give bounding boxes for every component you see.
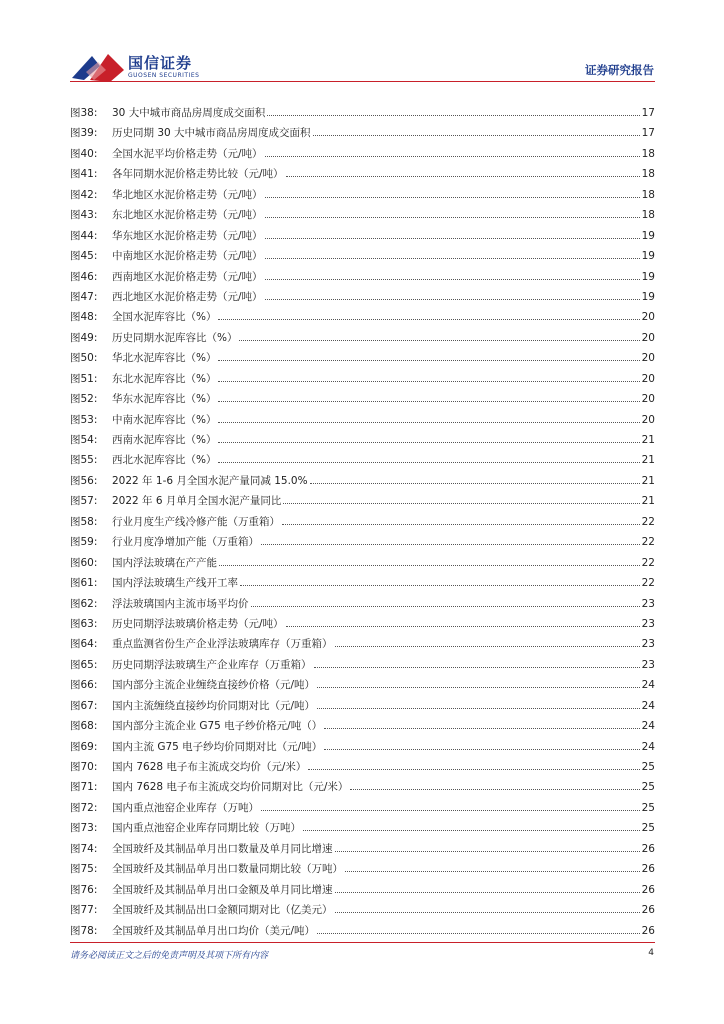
figure-title: 浮法玻璃国内主流市场平均价 [112, 597, 249, 610]
toc-row[interactable] [70, 369, 655, 389]
footer-divider [70, 942, 655, 943]
toc-row[interactable] [70, 777, 655, 797]
dot-leader [335, 912, 640, 913]
toc-row[interactable] [70, 328, 655, 348]
figure-list [70, 103, 655, 941]
toc-row[interactable] [70, 164, 655, 184]
figure-number: 图54: [70, 434, 98, 446]
figure-number: 图38: [70, 107, 98, 119]
dot-leader [218, 462, 639, 463]
toc-row[interactable] [70, 737, 655, 757]
figure-title: 30 大中城市商品房周度成交面积 [112, 107, 266, 119]
figure-title: 国内浮法玻璃生产线开工率 [112, 577, 238, 590]
figure-title: 华北地区水泥价格走势（元/吨） [112, 188, 263, 201]
page-number: 25 [641, 822, 655, 835]
dot-leader [265, 217, 640, 218]
figure-title: 重点监测省份生产企业浮法玻璃库存（万重箱） [112, 638, 333, 651]
page-number: 20 [641, 331, 655, 344]
page-number: 20 [641, 311, 655, 324]
toc-row[interactable] [70, 675, 655, 695]
figure-title: 全国水泥库容比（%） [112, 311, 217, 324]
page-number: 20 [641, 393, 655, 406]
figure-title: 中南地区水泥价格走势（元/吨） [112, 250, 263, 263]
page-number: 21 [641, 434, 655, 446]
figure-title: 全国玻纤及其制品单月出口数量及单月同比增速 [112, 842, 333, 855]
dot-leader [314, 667, 640, 668]
page-number: 21 [641, 454, 655, 467]
figure-number: 图56: [70, 474, 98, 487]
page-number: 26 [641, 883, 655, 896]
toc-row[interactable] [70, 410, 655, 430]
dot-leader [308, 769, 639, 770]
figure-title: 全国水泥平均价格走势（元/吨） [112, 147, 263, 160]
dot-leader [283, 503, 639, 504]
page-number: 19 [641, 290, 655, 303]
page-number: 22 [641, 536, 655, 549]
figure-number: 图64: [70, 638, 98, 651]
figure-title: 全国玻纤及其制品单月出口金额及单月同比增速 [112, 883, 333, 896]
figure-title: 历史同期浮法玻璃生产企业库存（万重箱） [112, 658, 312, 671]
figure-title: 国内重点池窑企业库存同期比较（万吨） [112, 822, 301, 835]
figure-number: 图67: [70, 699, 98, 712]
toc-row[interactable] [70, 287, 655, 307]
dot-leader [218, 442, 639, 443]
page-number: 25 [641, 761, 655, 773]
page-number: 25 [641, 781, 655, 794]
page-number: 21 [641, 474, 655, 487]
dot-leader [265, 156, 640, 157]
toc-row[interactable] [70, 246, 655, 266]
toc-row[interactable] [70, 144, 655, 164]
toc-row[interactable] [70, 205, 655, 225]
figure-title: 西南水泥库容比（%） [112, 434, 217, 446]
dot-leader [350, 789, 639, 790]
toc-row[interactable] [70, 818, 655, 838]
figure-title: 全国玻纤及其制品出口金额同期对比（亿美元） [112, 904, 333, 917]
page-number: 26 [641, 863, 655, 876]
toc-row[interactable] [70, 573, 655, 593]
toc-row[interactable] [70, 307, 655, 327]
toc-row[interactable] [70, 226, 655, 246]
page-number: 18 [641, 168, 655, 181]
toc-row[interactable] [70, 389, 655, 409]
toc-row[interactable] [70, 614, 655, 634]
figure-number: 图71: [70, 781, 98, 794]
logo-english-name: GUOSEN SECURITIES [128, 72, 200, 79]
page-number: 26 [641, 842, 655, 855]
toc-row[interactable] [70, 859, 655, 879]
figure-number: 图57: [70, 495, 98, 508]
figure-title: 国内重点池窑企业库存（万吨） [112, 801, 259, 814]
figure-title: 华东水泥库容比（%） [112, 393, 217, 406]
toc-row[interactable] [70, 512, 655, 532]
page-number: 21 [641, 495, 655, 508]
toc-row[interactable] [70, 491, 655, 511]
toc-row[interactable] [70, 921, 655, 941]
dot-leader [335, 851, 640, 852]
figure-number: 图51: [70, 372, 98, 385]
toc-row[interactable] [70, 594, 655, 614]
page-number: 19 [641, 250, 655, 263]
figure-title: 国内 7628 电子布主流成交均价（元/米） [112, 761, 307, 773]
page-number: 24 [641, 740, 655, 753]
toc-row[interactable] [70, 757, 655, 777]
page-number: 17 [641, 107, 655, 119]
figure-title: 全国玻纤及其制品单月出口数量同期比较（万吨） [112, 863, 343, 876]
figure-title: 各年同期水泥价格走势比较（元/吨） [112, 168, 284, 181]
figure-number: 图58: [70, 515, 98, 528]
page-number: 20 [641, 413, 655, 426]
figure-title: 华东地区水泥价格走势（元/吨） [112, 229, 263, 242]
dot-leader [261, 810, 640, 811]
figure-number: 图49: [70, 331, 98, 344]
toc-row[interactable] [70, 655, 655, 675]
page-number: 26 [641, 924, 655, 937]
header-divider [70, 81, 655, 82]
toc-row[interactable] [70, 634, 655, 654]
page-number: 23 [641, 597, 655, 610]
figure-title: 东北地区水泥价格走势（元/吨） [112, 209, 263, 222]
figure-number: 图77: [70, 904, 98, 917]
dot-leader [267, 115, 639, 116]
logo-chinese-name: 国信证券 [128, 54, 193, 72]
figure-number: 图55: [70, 454, 98, 467]
figure-title: 国内主流缠绕直接纱均价同期对比（元/吨） [112, 699, 316, 712]
footer-page-number: 4 [648, 948, 654, 958]
dot-leader [251, 606, 640, 607]
figure-number: 图60: [70, 556, 98, 569]
dot-leader [265, 238, 640, 239]
toc-row[interactable] [70, 103, 655, 123]
page-number: 22 [641, 556, 655, 569]
dot-leader [286, 626, 640, 627]
page-number: 19 [641, 229, 655, 242]
dot-leader [317, 687, 640, 688]
figure-number: 图66: [70, 679, 98, 692]
footer-disclaimer: 请务必阅读正文之后的免责声明及其项下所有内容 [70, 951, 269, 961]
figure-number: 图41: [70, 168, 98, 181]
page-number: 24 [641, 720, 655, 733]
figure-number: 图74: [70, 842, 98, 855]
page-number: 18 [641, 188, 655, 201]
toc-row[interactable] [70, 696, 655, 716]
toc-row[interactable] [70, 471, 655, 491]
figure-title: 历史同期浮法玻璃价格走势（元/吨） [112, 617, 284, 630]
dot-leader [282, 524, 640, 525]
figure-title: 历史同期水泥库容比（%） [112, 331, 238, 344]
figure-number: 图78: [70, 924, 98, 937]
toc-row[interactable] [70, 185, 655, 205]
toc-row[interactable] [70, 716, 655, 736]
figure-title: 国内浮法玻璃在产产能 [112, 556, 217, 569]
figure-title: 全国玻纤及其制品单月出口均价（美元/吨） [112, 924, 316, 937]
figure-title: 2022 年 1-6 月全国水泥产量同减 15.0% [112, 474, 308, 487]
dot-leader [335, 646, 640, 647]
toc-row[interactable] [70, 798, 655, 818]
dot-leader [317, 933, 640, 934]
figure-number: 图42: [70, 188, 98, 201]
figure-number: 图69: [70, 740, 98, 753]
dot-leader [240, 585, 640, 586]
toc-row[interactable] [70, 348, 655, 368]
page-header [0, 0, 724, 96]
guosen-logo-icon [70, 50, 126, 84]
page-number: 20 [641, 352, 655, 365]
toc-row[interactable] [70, 900, 655, 920]
figure-title: 国内部分主流企业 G75 电子纱价格元/吨（） [112, 720, 323, 733]
dot-leader [286, 176, 640, 177]
figure-number: 图76: [70, 883, 98, 896]
page-number: 23 [641, 617, 655, 630]
figure-number: 图63: [70, 617, 98, 630]
figure-number: 图70: [70, 761, 98, 773]
toc-row[interactable] [70, 430, 655, 450]
toc-row[interactable] [70, 532, 655, 552]
page-number: 22 [641, 515, 655, 528]
page-number: 19 [641, 270, 655, 283]
dot-leader [218, 381, 639, 382]
figure-number: 图44: [70, 229, 98, 242]
dot-leader [265, 258, 640, 259]
figure-number: 图45: [70, 250, 98, 263]
dot-leader [219, 565, 640, 566]
page-number: 20 [641, 372, 655, 385]
figure-number: 图62: [70, 597, 98, 610]
page-number: 25 [641, 801, 655, 814]
figure-title: 西南地区水泥价格走势（元/吨） [112, 270, 263, 283]
page-number: 17 [641, 127, 655, 140]
dot-leader [218, 422, 639, 423]
dot-leader [218, 319, 639, 320]
page-number: 22 [641, 577, 655, 590]
figure-number: 图73: [70, 822, 98, 835]
figure-number: 图48: [70, 311, 98, 324]
page-number: 24 [641, 699, 655, 712]
dot-leader [324, 728, 639, 729]
dot-leader [310, 483, 640, 484]
figure-number: 图72: [70, 801, 98, 814]
dot-leader [218, 360, 639, 361]
figure-title: 华北水泥库容比（%） [112, 352, 217, 365]
dot-leader [313, 135, 640, 136]
dot-leader [317, 708, 640, 709]
page-number: 23 [641, 658, 655, 671]
figure-number: 图39: [70, 127, 98, 140]
figure-title: 历史同期 30 大中城市商品房周度成交面积 [112, 127, 311, 140]
figure-number: 图40: [70, 147, 98, 160]
toc-row[interactable] [70, 450, 655, 470]
figure-number: 图50: [70, 352, 98, 365]
dot-leader [265, 279, 640, 280]
dot-leader [218, 401, 639, 402]
report-type-title: 证券研究报告 [585, 63, 654, 77]
figure-title: 行业月度生产线冷修产能（万重箱） [112, 515, 280, 528]
page-number: 18 [641, 147, 655, 160]
figure-number: 图68: [70, 720, 98, 733]
dot-leader [239, 340, 639, 341]
toc-row[interactable] [70, 267, 655, 287]
figure-title: 行业月度净增加产能（万重箱） [112, 536, 259, 549]
toc-row[interactable] [70, 839, 655, 859]
page-number: 24 [641, 679, 655, 692]
figure-number: 图53: [70, 413, 98, 426]
page-number: 26 [641, 904, 655, 917]
dot-leader [261, 544, 640, 545]
dot-leader [265, 197, 640, 198]
figure-number: 图46: [70, 270, 98, 283]
toc-row[interactable] [70, 123, 655, 143]
figure-title: 国内部分主流企业缠绕直接纱价格（元/吨） [112, 679, 316, 692]
dot-leader [265, 299, 640, 300]
figure-title: 东北水泥库容比（%） [112, 372, 217, 385]
dot-leader [324, 749, 639, 750]
figure-number: 图65: [70, 658, 98, 671]
figure-number: 图52: [70, 393, 98, 406]
figure-number: 图75: [70, 863, 98, 876]
toc-row[interactable] [70, 880, 655, 900]
figure-title: 西北水泥库容比（%） [112, 454, 217, 467]
figure-title: 国内主流 G75 电子纱均价同期对比（元/吨） [112, 740, 323, 753]
figure-title: 国内 7628 电子布主流成交均价同期对比（元/米） [112, 781, 349, 794]
dot-leader [335, 892, 640, 893]
figure-number: 图59: [70, 536, 98, 549]
figure-title: 西北地区水泥价格走势（元/吨） [112, 290, 263, 303]
dot-leader [345, 871, 640, 872]
page-number: 18 [641, 209, 655, 222]
figure-number: 图47: [70, 290, 98, 303]
figure-title: 2022 年 6 月单月全国水泥产量同比 [112, 495, 282, 508]
figure-title: 中南水泥库容比（%） [112, 413, 217, 426]
toc-row[interactable] [70, 553, 655, 573]
dot-leader [303, 830, 640, 831]
figure-number: 图61: [70, 577, 98, 590]
figure-number: 图43: [70, 209, 98, 222]
page-number: 23 [641, 638, 655, 651]
